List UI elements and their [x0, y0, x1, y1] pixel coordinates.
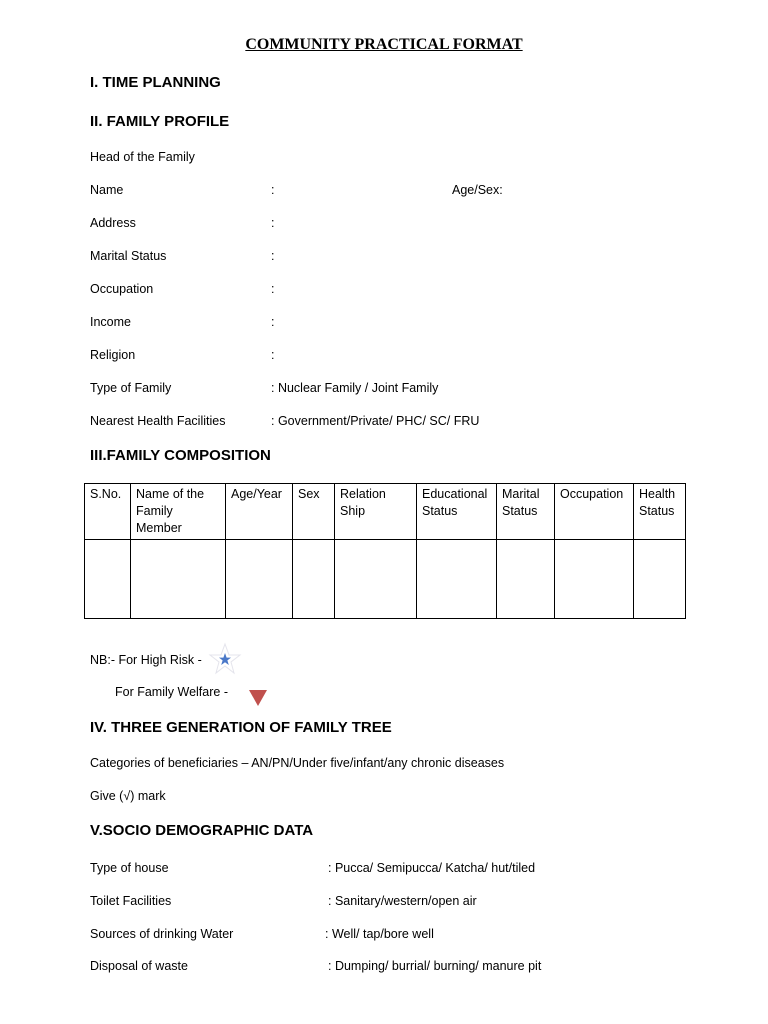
table-cell [417, 540, 497, 619]
header-marital: Marital Status [497, 484, 555, 540]
heading-family-profile: II. FAMILY PROFILE [90, 113, 230, 130]
heading-time-planning: I. TIME PLANNING [90, 74, 221, 91]
age-sex-label: Age/Sex: [452, 183, 503, 197]
heading-socio-demographic: V.SOCIO DEMOGRAPHIC DATA [90, 822, 314, 839]
header-relation: Relation Ship [335, 484, 417, 540]
nb-high-risk-label: NB:- For High Risk - [90, 653, 202, 667]
occupation-label: Occupation [90, 282, 154, 296]
marital-status-label: Marital Status [90, 249, 167, 263]
header-education: Educational Status [417, 484, 497, 540]
give-mark-instruction: Give (√) mark [90, 789, 166, 803]
table-cell [131, 540, 226, 619]
head-of-family-label: Head of the Family [90, 150, 195, 164]
house-type-label: Type of house [90, 861, 169, 875]
beneficiary-categories: Categories of beneficiaries – AN/PN/Under five/infant/any chronic diseases [90, 756, 505, 770]
table-cell [497, 540, 555, 619]
table-row [85, 540, 686, 619]
table-header-row [85, 484, 686, 540]
toilet-label: Toilet Facilities [90, 894, 172, 908]
header-health: Health Status [634, 484, 686, 540]
water-source-value: : Well/ tap/bore well [325, 927, 434, 941]
waste-disposal-label: Disposal of waste [90, 959, 188, 973]
marital-status-colon: : [271, 249, 275, 263]
family-welfare-triangle-icon [246, 687, 270, 709]
document-title: COMMUNITY PRACTICAL FORMAT [245, 36, 523, 53]
table-cell [293, 540, 335, 619]
heading-family-tree: IV. THREE GENERATION OF FAMILY TREE [90, 719, 392, 736]
heading-family-composition: III.FAMILY COMPOSITION [90, 447, 271, 464]
religion-label: Religion [90, 348, 136, 362]
occupation-colon: : [271, 282, 275, 296]
header-name: Name of the Family Member [131, 484, 226, 540]
header-occupation: Occupation [555, 484, 634, 540]
header-sno: S.No. [85, 484, 131, 540]
table-cell [85, 540, 131, 619]
table-cell [555, 540, 634, 619]
table-cell [634, 540, 686, 619]
nb-family-welfare-label: For Family Welfare - [115, 685, 228, 699]
religion-colon: : [271, 348, 275, 362]
family-composition-table [84, 483, 686, 619]
health-facilities-value: : Government/Private/ PHC/ SC/ FRU [271, 414, 480, 428]
header-sex: Sex [293, 484, 335, 540]
water-source-label: Sources of drinking Water [90, 927, 234, 941]
table-cell [335, 540, 417, 619]
name-colon: : [271, 183, 275, 197]
house-type-value: : Pucca/ Semipucca/ Katcha/ hut/tiled [328, 861, 536, 875]
income-colon: : [271, 315, 275, 329]
type-of-family-label: Type of Family [90, 381, 172, 395]
high-risk-star-icon [208, 642, 242, 676]
address-colon: : [271, 216, 275, 230]
health-facilities-label: Nearest Health Facilities [90, 414, 226, 428]
address-label: Address [90, 216, 136, 230]
income-label: Income [90, 315, 131, 329]
type-of-family-value: : Nuclear Family / Joint Family [271, 381, 439, 395]
table-cell [226, 540, 293, 619]
toilet-value: : Sanitary/western/open air [328, 894, 477, 908]
name-label: Name [90, 183, 124, 197]
header-age: Age/Year [226, 484, 293, 540]
waste-disposal-value: : Dumping/ burrial/ burning/ manure pit [328, 959, 542, 973]
